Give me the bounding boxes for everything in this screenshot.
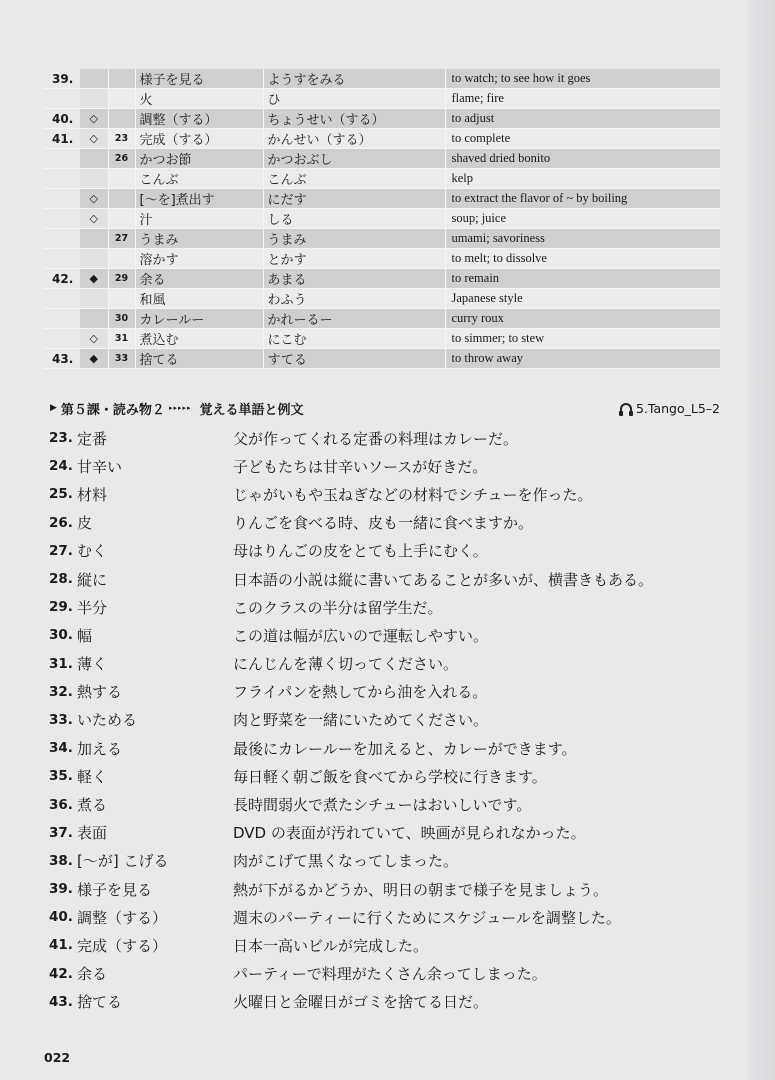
vocab-number: 43. <box>44 349 80 369</box>
vocab-word: カレールー <box>135 309 263 329</box>
example-row <box>49 706 729 734</box>
vocab-mark <box>80 249 108 269</box>
example-number: 26. <box>49 514 73 531</box>
example-word: むく <box>77 542 108 561</box>
example-number: 40. <box>49 909 73 926</box>
vocab-line-number <box>108 289 135 309</box>
example-row <box>49 762 729 790</box>
vocab-row <box>44 249 720 269</box>
vocab-row <box>44 229 720 249</box>
example-sentence: 肉と野菜を一緒にいためてください。 <box>233 711 489 730</box>
example-row <box>49 903 729 931</box>
vocab-line-number: 26 <box>108 149 135 169</box>
vocab-line-number <box>108 169 135 189</box>
vocab-mark <box>80 229 108 249</box>
example-number: 33. <box>49 711 73 728</box>
example-sentence: この道は幅が広いので運転しやすい。 <box>233 626 489 645</box>
example-sentence: 父が作ってくれる定番の料理はカレーだ。 <box>233 429 519 448</box>
example-row <box>49 819 729 847</box>
example-word: 皮 <box>77 514 93 533</box>
example-word: 縦に <box>77 570 108 589</box>
example-word: 表面 <box>77 824 108 843</box>
vocab-word: 完成（する） <box>135 129 263 149</box>
example-number: 30. <box>49 627 73 644</box>
example-number: 24. <box>49 458 73 475</box>
example-row <box>49 480 729 508</box>
vocab-mark <box>80 69 108 89</box>
dots-decoration: ▸▸▸▸▸ <box>168 404 192 412</box>
example-number: 25. <box>49 486 73 503</box>
vocab-row <box>44 309 720 329</box>
vocab-row <box>44 289 720 309</box>
headphone-icon <box>620 403 632 413</box>
vocab-english: shaved dried bonito <box>445 149 720 169</box>
vocab-word: 和風 <box>135 289 263 309</box>
example-word: 定番 <box>77 429 108 448</box>
vocab-reading: ようすをみる <box>263 69 445 89</box>
example-word: 材料 <box>77 485 108 504</box>
vocab-number <box>44 209 80 229</box>
example-number: 34. <box>49 740 73 757</box>
example-word: 様子を見る <box>77 880 153 899</box>
example-sentence: 日本一高いビルが完成した。 <box>233 936 429 955</box>
vocab-word: こんぶ <box>135 169 263 189</box>
vocab-word: 様子を見る <box>135 69 263 89</box>
example-number: 32. <box>49 683 73 700</box>
page-number: 022 <box>44 1050 71 1065</box>
vocab-reading: わふう <box>263 289 445 309</box>
vocab-word: [〜を]煮出す <box>135 189 263 209</box>
example-word: 完成（する） <box>77 936 168 955</box>
example-number: 36. <box>49 796 73 813</box>
example-row <box>49 621 729 649</box>
example-sentence: 肉がこげて黒くなってしまった。 <box>233 852 459 871</box>
example-word: 軽く <box>77 767 108 786</box>
vocab-reading: かれーるー <box>263 309 445 329</box>
vocab-word: 溶かす <box>135 249 263 269</box>
vocab-word: 火 <box>135 89 263 109</box>
vocab-mark <box>80 289 108 309</box>
vocab-word: 捨てる <box>135 349 263 369</box>
vocab-number <box>44 309 80 329</box>
example-row <box>49 452 729 480</box>
vocab-mark <box>80 149 108 169</box>
vocab-number: 42. <box>44 269 80 289</box>
vocab-line-number: 29 <box>108 269 135 289</box>
vocab-row <box>44 169 720 189</box>
example-sentence: じゃがいもや玉ねぎなどの材料でシチューを作った。 <box>233 485 593 504</box>
vocab-word: かつお節 <box>135 149 263 169</box>
triangle-arrow-icon: ▶ <box>50 403 57 413</box>
example-number: 37. <box>49 824 73 841</box>
vocab-number <box>44 329 80 349</box>
vocab-reading: しる <box>263 209 445 229</box>
vocab-reading: とかす <box>263 249 445 269</box>
vocab-word: 調整（する） <box>135 109 263 129</box>
vocab-english: to remain <box>445 269 720 289</box>
example-word: 余る <box>77 965 108 984</box>
example-number: 31. <box>49 655 73 672</box>
example-sentence: 母はりんごの皮をとても上手にむく。 <box>233 542 488 561</box>
vocab-reading: うまみ <box>263 229 445 249</box>
vocab-reading: かんせい（する） <box>263 129 445 149</box>
example-sentence: 長時間弱火で煮たシチューはおいしいです。 <box>233 796 532 815</box>
vocab-reading: ちょうせい（する） <box>263 109 445 129</box>
vocab-line-number <box>108 109 135 129</box>
example-row <box>49 875 729 903</box>
vocab-line-number <box>108 89 135 109</box>
example-sentence: 週末のパーティーに行くためにスケジュールを調整した。 <box>233 908 621 927</box>
vocab-line-number: 30 <box>108 309 135 329</box>
example-word: 半分 <box>77 598 108 617</box>
vocab-english: Japanese style <box>445 289 720 309</box>
example-word: 熱する <box>77 683 123 702</box>
vocab-row <box>44 209 720 229</box>
vocab-mark: ◇ <box>80 209 108 229</box>
vocab-line-number: 27 <box>108 229 135 249</box>
vocab-number <box>44 149 80 169</box>
vocab-english: umami; savoriness <box>445 229 720 249</box>
vocab-line-number: 23 <box>108 129 135 149</box>
vocab-line-number: 33 <box>108 349 135 369</box>
example-sentence: DVD の表面が汚れていて、映画が見られなかった。 <box>233 824 586 843</box>
example-number: 35. <box>49 768 73 785</box>
vocab-reading: にだす <box>263 189 445 209</box>
example-sentence: このクラスの半分は留学生だ。 <box>233 598 443 617</box>
example-sentence: 最後にカレールーを加えると、カレーができます。 <box>233 739 577 758</box>
vocab-mark <box>80 89 108 109</box>
vocab-mark: ◇ <box>80 109 108 129</box>
example-sentence: 子どもたちは甘辛いソースが好きだ。 <box>233 457 488 476</box>
vocab-english: to simmer; to stew <box>445 329 720 349</box>
section-title: 第５課・読み物２ <box>60 402 165 418</box>
vocab-english: to complete <box>445 129 720 149</box>
vocab-number <box>44 289 80 309</box>
vocab-row <box>44 269 720 289</box>
vocab-number <box>44 229 80 249</box>
vocab-word: 汁 <box>135 209 263 229</box>
vocab-number <box>44 89 80 109</box>
example-row <box>49 988 729 1016</box>
vocab-row <box>44 149 720 169</box>
example-word: 加える <box>77 739 123 758</box>
vocab-mark: ◆ <box>80 269 108 289</box>
example-number: 23. <box>49 430 73 447</box>
example-word: [〜が] こげる <box>77 852 169 871</box>
vocabulary-table <box>44 69 720 369</box>
page-edge-shadow <box>747 0 775 1080</box>
example-number: 42. <box>49 965 73 982</box>
vocab-number <box>44 169 80 189</box>
vocab-reading: ひ <box>263 89 445 109</box>
vocab-reading: あまる <box>263 269 445 289</box>
example-sentence: パーティーで料理がたくさん余ってしまった。 <box>233 965 547 984</box>
vocab-row <box>44 89 720 109</box>
vocab-line-number <box>108 189 135 209</box>
example-word: いためる <box>77 711 138 730</box>
vocab-reading: かつおぶし <box>263 149 445 169</box>
vocab-row <box>44 329 720 349</box>
vocab-word: 余る <box>135 269 263 289</box>
vocab-word: うまみ <box>135 229 263 249</box>
example-row <box>49 424 729 452</box>
vocab-english: curry roux <box>445 309 720 329</box>
example-number: 41. <box>49 937 73 954</box>
example-word: 捨てる <box>77 993 123 1012</box>
example-word: 煮る <box>77 796 108 815</box>
example-sentence: にんじんを薄く切ってください。 <box>233 655 459 674</box>
example-row <box>49 931 729 959</box>
example-sentence: 熱が下がるかどうか、明日の朝まで様子を見ましょう。 <box>233 880 609 899</box>
vocab-english: to extract the flavor of ~ by boiling <box>445 189 720 209</box>
vocab-english: soup; juice <box>445 209 720 229</box>
section-header <box>50 398 720 418</box>
example-row <box>49 593 729 621</box>
vocab-row <box>44 349 720 369</box>
vocab-row <box>44 109 720 129</box>
vocab-mark <box>80 309 108 329</box>
example-number: 29. <box>49 599 73 616</box>
example-word: 幅 <box>77 626 93 645</box>
example-row <box>49 537 729 565</box>
vocab-reading: すてる <box>263 349 445 369</box>
vocab-reading: こんぶ <box>263 169 445 189</box>
example-row <box>49 790 729 818</box>
vocab-english: to watch; to see how it goes <box>445 69 720 89</box>
example-sentence: りんごを食べる時、皮も一緒に食べますか。 <box>233 514 534 533</box>
vocab-number: 40. <box>44 109 80 129</box>
example-row <box>49 565 729 593</box>
vocab-english: to adjust <box>445 109 720 129</box>
example-row <box>49 650 729 678</box>
vocab-line-number <box>108 249 135 269</box>
example-sentence: 火曜日と金曜日がゴミを捨てる日だ。 <box>233 993 489 1012</box>
example-word: 甘辛い <box>77 457 123 476</box>
example-sentence: 毎日軽く朝ご飯を食べてから学校に行きます。 <box>233 767 547 786</box>
vocab-number <box>44 249 80 269</box>
example-sentence-list <box>49 424 729 1016</box>
vocab-row <box>44 129 720 149</box>
vocab-line-number <box>108 69 135 89</box>
vocab-number: 41. <box>44 129 80 149</box>
vocab-english: to melt; to dissolve <box>445 249 720 269</box>
example-row <box>49 734 729 762</box>
vocab-mark: ◇ <box>80 329 108 349</box>
example-row <box>49 678 729 706</box>
example-word: 薄く <box>77 655 108 674</box>
audio-track-name: 5.Tango_L5–2 <box>635 400 720 416</box>
vocab-mark <box>80 169 108 189</box>
example-number: 38. <box>49 852 73 869</box>
vocab-word: 煮込む <box>135 329 263 349</box>
vocab-line-number: 31 <box>108 329 135 349</box>
vocab-number <box>44 189 80 209</box>
vocab-english: flame; fire <box>445 89 720 109</box>
vocab-english: kelp <box>445 169 720 189</box>
example-number: 43. <box>49 993 73 1010</box>
example-number: 39. <box>49 881 73 898</box>
vocab-reading: にこむ <box>263 329 445 349</box>
vocab-number: 39. <box>44 69 80 89</box>
example-word: 調整（する） <box>77 908 168 927</box>
section-subtitle: 覚える単語と例文 <box>199 402 304 418</box>
example-sentence: フライパンを熱してから油を入れる。 <box>233 683 488 702</box>
vocab-line-number <box>108 209 135 229</box>
example-sentence: 日本語の小説は縦に書いてあることが多いが、横書きもある。 <box>233 570 654 589</box>
vocab-mark: ◆ <box>80 349 108 369</box>
audio-track-label[interactable] <box>620 401 720 416</box>
vocab-mark: ◇ <box>80 129 108 149</box>
example-number: 27. <box>49 542 73 559</box>
example-row <box>49 960 729 988</box>
example-row <box>49 509 729 537</box>
example-number: 28. <box>49 571 73 588</box>
example-row <box>49 847 729 875</box>
vocab-mark: ◇ <box>80 189 108 209</box>
vocab-row <box>44 69 720 89</box>
vocab-english: to throw away <box>445 349 720 369</box>
vocab-row <box>44 189 720 209</box>
